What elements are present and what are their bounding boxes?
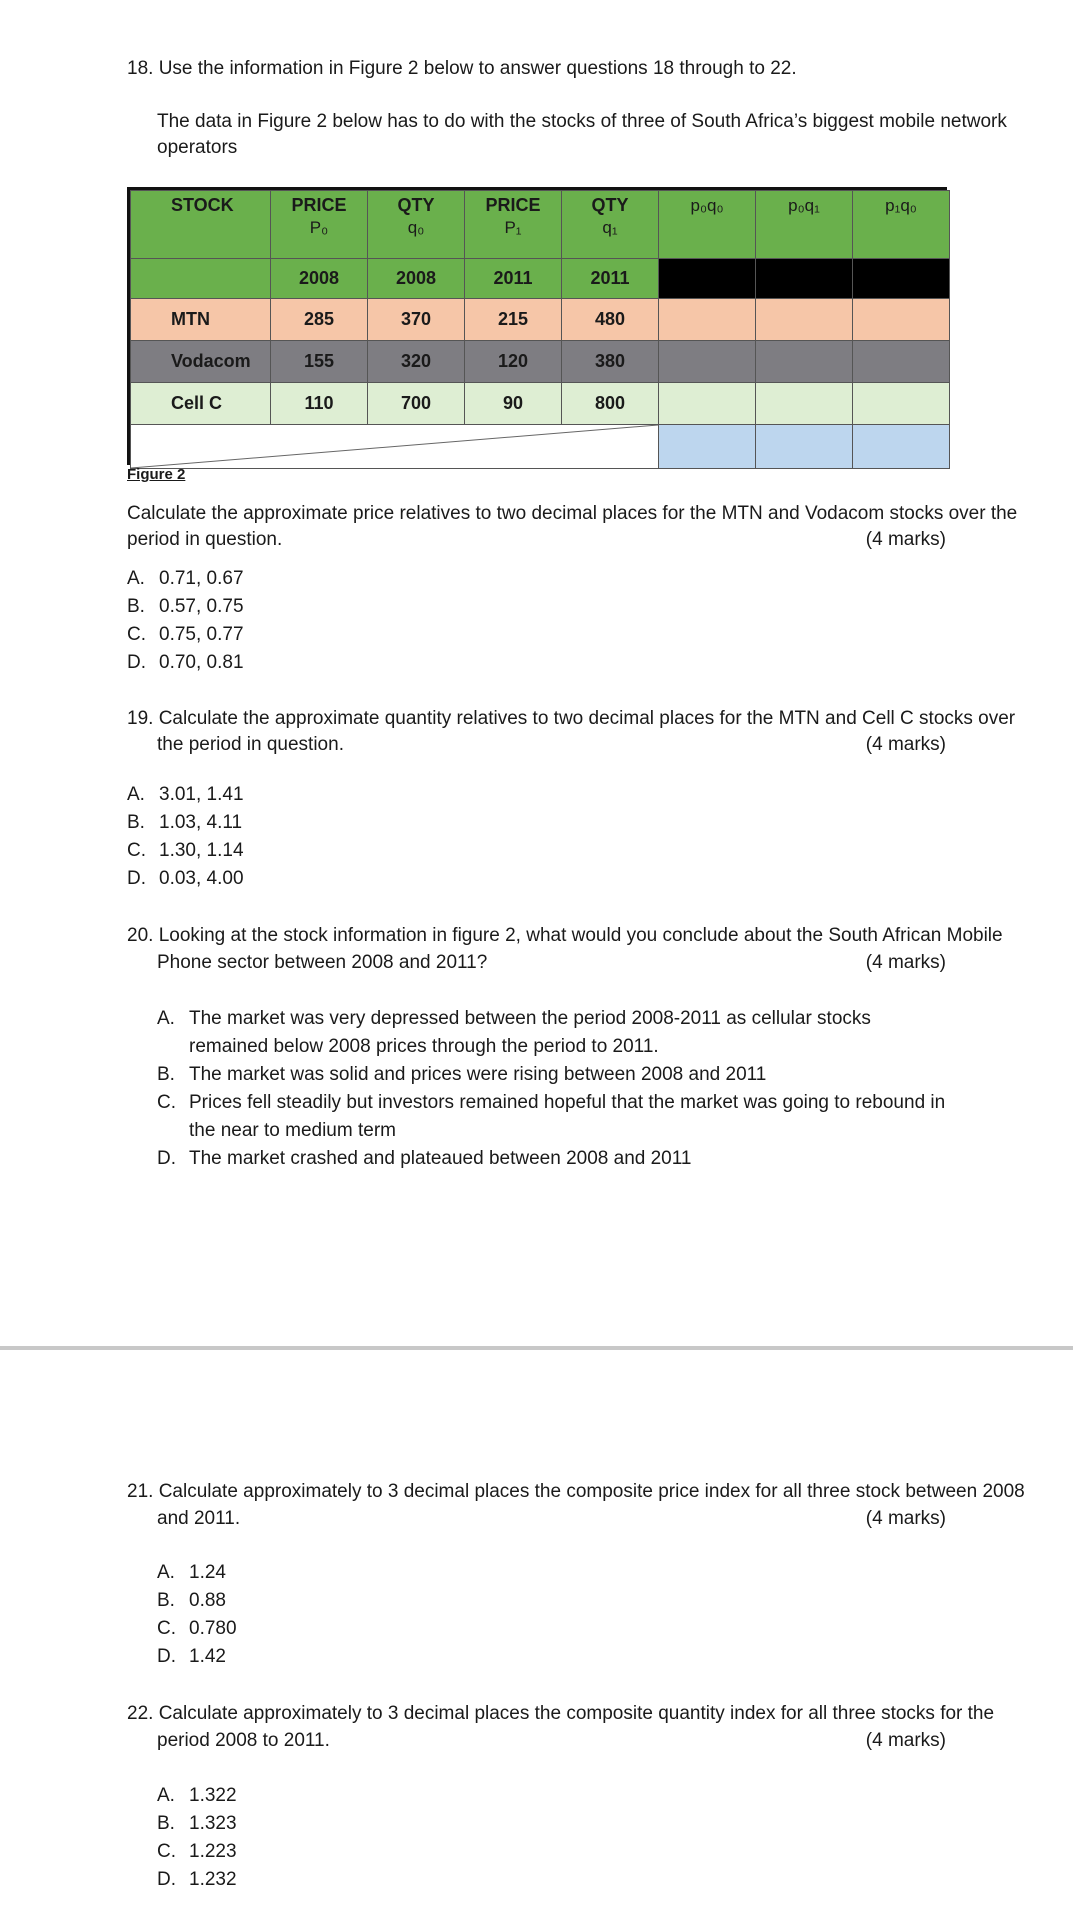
option-d[interactable]: D. 0.70, 0.81 — [127, 652, 244, 673]
option-c[interactable]: C. 0.780 — [157, 1618, 237, 1639]
option-a[interactable]: A. 0.71, 0.67 — [127, 568, 244, 589]
option-b[interactable]: B. The market was solid and prices were rising between 2008 and 2011 — [157, 1064, 767, 1085]
option-d[interactable]: D. 1.42 — [157, 1646, 226, 1667]
header-price1: PRICE P₁ — [465, 191, 562, 259]
year-blank-cell — [131, 259, 271, 299]
cell-p1: 90 — [465, 383, 562, 425]
empty-cell — [853, 299, 950, 341]
stock-name: Vodacom — [131, 341, 271, 383]
option-d[interactable]: D. The market crashed and plateaued between 2008 and 2011 — [157, 1148, 692, 1169]
option-b[interactable]: B. 0.57, 0.75 — [127, 596, 244, 617]
q19-options — [127, 781, 244, 893]
q18-context-line1: The data in Figure 2 below has to do with the stocks of three of South Africa’s biggest mobile network — [157, 111, 1007, 132]
cell-q1: 480 — [562, 299, 659, 341]
header-price0: PRICE P₀ — [271, 191, 368, 259]
option-c[interactable]: C. Prices fell steadily but investors remained hopeful that the market was going to rebound in the near to medium term — [157, 1092, 946, 1141]
cell-q0: 370 — [368, 299, 465, 341]
blank-black-cell — [756, 259, 853, 299]
header-p1q0: p₁q₀ — [853, 191, 950, 259]
cell-q0: 700 — [368, 383, 465, 425]
diagonal-line — [131, 425, 658, 468]
header-p0q1: p₀q₁ — [756, 191, 853, 259]
year-cell: 2008 — [271, 259, 368, 299]
table-row-mtn — [131, 299, 950, 341]
q19-marks: (4 marks) — [865, 734, 946, 755]
table-row-cellc — [131, 383, 950, 425]
option-a[interactable]: A. The market was very depressed between the period 2008-2011 as cellular stocks remained below 2008 prices through the period to 2011. — [157, 1008, 871, 1057]
year-cell: 2011 — [465, 259, 562, 299]
q20-options — [157, 1005, 947, 1173]
table-row-vodacom — [131, 341, 950, 383]
cell-p1: 215 — [465, 299, 562, 341]
year-cell: 2008 — [368, 259, 465, 299]
q18-question-line1: Calculate the approximate price relatives to two decimal places for the MTN and Vodacom stocks over the — [127, 503, 1018, 524]
stock-name: MTN — [131, 299, 271, 341]
figure-label: Figure 2 — [127, 466, 186, 483]
empty-cell — [659, 299, 756, 341]
option-b[interactable]: B. 0.88 — [157, 1590, 226, 1611]
option-a[interactable]: A. 1.24 — [157, 1562, 226, 1583]
q18-context-line2: operators — [157, 137, 238, 158]
total-cell — [853, 425, 950, 469]
option-d[interactable]: D. 0.03, 4.00 — [127, 868, 244, 889]
empty-cell — [659, 341, 756, 383]
q21-line2: and 2011. — [157, 1508, 241, 1529]
table-year-row — [131, 259, 950, 299]
q20-marks: (4 marks) — [865, 952, 946, 973]
empty-cell — [853, 341, 950, 383]
q22-line1: 22. Calculate approximately to 3 decimal places the composite quantity index for all three stocks for the — [127, 1703, 995, 1724]
table-header-row — [131, 191, 950, 259]
option-d[interactable]: D. 1.232 — [157, 1869, 237, 1890]
q18-options — [127, 565, 244, 677]
q19-line1: 19. Calculate the approximate quantity relatives to two decimal places for the MTN and Cell C stocks over — [127, 708, 1016, 729]
figure-2-table — [127, 187, 947, 465]
cell-p0: 285 — [271, 299, 368, 341]
q21-line1: 21. Calculate approximately to 3 decimal places the composite price index for all three stock between 2008 — [127, 1481, 1025, 1502]
option-a[interactable]: A. 3.01, 1.41 — [127, 784, 244, 805]
q22-line2: period 2008 to 2011. — [157, 1730, 330, 1751]
option-b[interactable]: B. 1.323 — [157, 1813, 237, 1834]
q22-marks: (4 marks) — [865, 1730, 946, 1751]
stock-name: Cell C — [131, 383, 271, 425]
empty-cell — [853, 383, 950, 425]
blank-black-cell — [853, 259, 950, 299]
header-stock: STOCK — [131, 191, 271, 259]
option-c[interactable]: C. 1.223 — [157, 1841, 237, 1862]
header-qty1: QTY q₁ — [562, 191, 659, 259]
q18-marks: (4 marks) — [865, 529, 946, 550]
cell-p0: 155 — [271, 341, 368, 383]
q20-line1: 20. Looking at the stock information in figure 2, what would you conclude about the South African Mobile — [127, 925, 1003, 946]
cell-p1: 120 — [465, 341, 562, 383]
cell-q1: 380 — [562, 341, 659, 383]
q19-line2: the period in question. — [157, 734, 344, 755]
q18-question-line2: period in question. — [127, 529, 283, 550]
page-break-divider — [0, 1346, 1073, 1350]
option-b[interactable]: B. 1.03, 4.11 — [127, 812, 243, 833]
header-qty0: QTY q₀ — [368, 191, 465, 259]
q18-intro: 18. Use the information in Figure 2 below to answer questions 18 through to 22. — [127, 58, 797, 79]
year-cell: 2011 — [562, 259, 659, 299]
q21-marks: (4 marks) — [865, 1508, 946, 1529]
q22-options — [157, 1782, 237, 1894]
table-total-row — [131, 425, 950, 469]
cell-q0: 320 — [368, 341, 465, 383]
empty-cell — [659, 383, 756, 425]
option-c[interactable]: C. 1.30, 1.14 — [127, 840, 244, 861]
option-a[interactable]: A. 1.322 — [157, 1785, 237, 1806]
header-p0q0: p₀q₀ — [659, 191, 756, 259]
q21-options — [157, 1559, 237, 1671]
option-c[interactable]: C. 0.75, 0.77 — [127, 624, 244, 645]
cell-p0: 110 — [271, 383, 368, 425]
total-blank-cell — [131, 425, 659, 469]
total-cell — [756, 425, 853, 469]
empty-cell — [756, 299, 853, 341]
empty-cell — [756, 383, 853, 425]
empty-cell — [756, 341, 853, 383]
total-cell — [659, 425, 756, 469]
q20-line2: Phone sector between 2008 and 2011? — [157, 952, 488, 973]
cell-q1: 800 — [562, 383, 659, 425]
blank-black-cell — [659, 259, 756, 299]
